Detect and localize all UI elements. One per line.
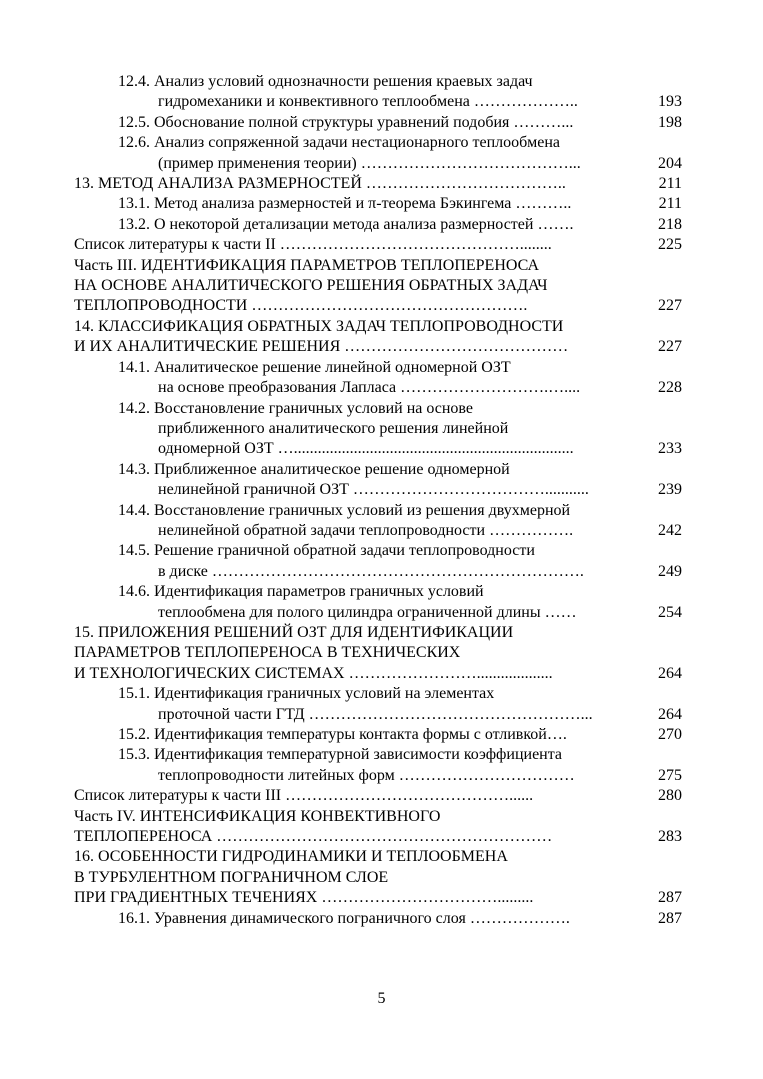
toc-entry bbox=[74, 256, 682, 317]
toc-entry-page: 227 bbox=[658, 338, 682, 356]
toc-entry-line: 14.3. Приближенное аналитическое решение одномерной bbox=[118, 460, 510, 478]
toc-entry-title bbox=[74, 684, 640, 725]
toc-entry-title bbox=[74, 847, 640, 908]
toc-entry-title bbox=[74, 541, 640, 582]
toc-entry-page: 225 bbox=[658, 236, 682, 254]
toc-entry-page: 239 bbox=[658, 481, 682, 499]
toc-entry-line: 13.2. О некоторой детализации метода анализа размерностей ……. bbox=[118, 215, 574, 233]
toc-entry-page: 233 bbox=[658, 440, 682, 458]
toc-entry-title bbox=[74, 623, 640, 684]
toc-entry bbox=[74, 501, 682, 542]
toc-entry bbox=[74, 399, 682, 460]
toc-entry-line: Список литературы к части III ……………………………………...... bbox=[74, 787, 534, 805]
toc-entry-title bbox=[74, 807, 640, 848]
toc-entry bbox=[74, 745, 682, 786]
toc-entry bbox=[74, 113, 682, 133]
toc-entry-page: 275 bbox=[658, 766, 682, 784]
toc-entry bbox=[74, 72, 682, 113]
toc-entry-page: 280 bbox=[658, 787, 682, 805]
toc-entry bbox=[74, 786, 682, 806]
toc-entry-line: ПРИ ГРАДИЕНТНЫХ ТЕЧЕНИЯХ ……………………………......... bbox=[74, 889, 534, 907]
toc-entry-line: гидромеханики и конвективного теплообмена ……………….. bbox=[158, 93, 578, 111]
toc-entry-page: 287 bbox=[658, 909, 682, 927]
toc-entry-line: 12.4. Анализ условий однозначности решения краевых задач bbox=[118, 73, 533, 90]
toc-entry-line: Список литературы к части II ………………………………………........ bbox=[74, 236, 552, 254]
toc-entry-line: 15.2. Идентификация температуры контакта формы с отливкой…. bbox=[118, 726, 567, 743]
toc-entry-page: 242 bbox=[658, 521, 682, 539]
toc-entry-line: ПАРАМЕТРОВ ТЕПЛОПЕРЕНОСА В ТЕХНИЧЕСКИХ bbox=[74, 644, 461, 662]
toc-entry-line: 15.3. Идентификация температурной зависимости коэффициента bbox=[118, 746, 563, 764]
toc-entry-page: 254 bbox=[658, 603, 682, 621]
toc-entry-page: 287 bbox=[658, 889, 682, 907]
toc-entry-line: нелинейной граничной ОЗТ ………………………………........... bbox=[158, 481, 589, 499]
toc-entry bbox=[74, 174, 682, 194]
toc-entry-page: 204 bbox=[658, 154, 682, 172]
toc-entry-title bbox=[74, 72, 640, 113]
toc-entry-line: ТЕПЛОПРОВОДНОСТИ ……………………………………………. bbox=[74, 297, 528, 315]
toc-entry-line: 14.6. Идентификация параметров граничных условий bbox=[118, 583, 484, 601]
toc-entry-line: 12.5. Обоснование полной структуры уравнений подобия ………... bbox=[118, 113, 574, 131]
toc-entry-line: 15.1. Идентификация граничных условий на элементах bbox=[118, 685, 495, 703]
toc-entry-line: 14.2. Восстановление граничных условий на основе bbox=[118, 399, 473, 417]
toc-entry-line: на основе преобразования Лапласа ……………………….….... bbox=[158, 379, 581, 397]
toc-entry-line: теплопроводности литейных форм …………………………… bbox=[158, 766, 575, 784]
toc-entry bbox=[74, 194, 682, 214]
toc-entry-line: 15. ПРИЛОЖЕНИЯ РЕШЕНИЙ ОЗТ ДЛЯ ИДЕНТИФИКАЦИИ bbox=[74, 623, 514, 641]
toc-entry-title bbox=[74, 909, 640, 929]
toc-entry-line: 14. КЛАССИФИКАЦИЯ ОБРАТНЫХ ЗАДАЧ ТЕПЛОПРОВОДНОСТИ bbox=[74, 317, 564, 335]
toc-entry-page: 193 bbox=[658, 93, 682, 111]
toc-entry bbox=[74, 235, 682, 255]
toc-entry-line: одномерной ОЗТ …...................................................................... bbox=[158, 440, 574, 458]
toc-entry-page: 211 bbox=[658, 175, 682, 193]
toc-entry-page: 198 bbox=[658, 113, 682, 131]
toc-entry-title bbox=[74, 501, 640, 542]
toc-entry-line: 13. МЕТОД АНАЛИЗА РАЗМЕРНОСТЕЙ ……………………………….. bbox=[74, 175, 566, 193]
toc-entry-line: нелинейной обратной задачи теплопроводности ……………. bbox=[158, 521, 574, 539]
toc-entry bbox=[74, 133, 682, 174]
toc-entry-line: НА ОСНОВЕ АНАЛИТИЧЕСКОГО РЕШЕНИЯ ОБРАТНЫХ ЗАДАЧ bbox=[74, 277, 548, 295]
toc-entry-line: приближенного аналитического решения линейной bbox=[158, 419, 509, 437]
toc-entry-page: 264 bbox=[658, 705, 682, 723]
toc-entry-page: 270 bbox=[658, 726, 682, 743]
toc-entry-line: (пример применения теории) …………………………………... bbox=[158, 154, 581, 172]
toc-entry-title bbox=[74, 133, 640, 174]
toc-entry-page: 227 bbox=[658, 297, 682, 315]
toc-entry-title bbox=[74, 582, 640, 623]
toc-entry-page: 211 bbox=[658, 195, 682, 213]
toc-entry-page: 264 bbox=[658, 664, 682, 682]
toc-entry bbox=[74, 623, 682, 684]
toc-entry-line: 14.1. Аналитическое решение линейной одномерной ОЗТ bbox=[118, 358, 511, 376]
toc-entry bbox=[74, 317, 682, 358]
toc-entry-title bbox=[74, 174, 640, 194]
toc-entry-title bbox=[74, 460, 640, 501]
toc-entry bbox=[74, 847, 682, 908]
toc-entry-line: И ИХ АНАЛИТИЧЕСКИЕ РЕШЕНИЯ …………………………………… bbox=[74, 338, 569, 356]
toc-entry bbox=[74, 541, 682, 582]
toc-entry-title bbox=[74, 399, 640, 460]
toc-entry-line: 13.1. Метод анализа размерностей и π-теорема Бэкингема ……….. bbox=[118, 195, 572, 213]
toc-entry bbox=[74, 725, 682, 745]
toc-entry-line: теплообмена для полого цилиндра ограниченной длины …… bbox=[158, 603, 577, 621]
toc-entry bbox=[74, 215, 682, 235]
toc-entry-title bbox=[74, 725, 640, 745]
toc-entry bbox=[74, 807, 682, 848]
toc-entry-title bbox=[74, 256, 640, 317]
toc-entry-line: Часть IV. ИНТЕНСИФИКАЦИЯ КОНВЕКТИВНОГО bbox=[74, 807, 441, 825]
toc-entry bbox=[74, 358, 682, 399]
toc-entry-line: И ТЕХНОЛОГИЧЕСКИХ СИСТЕМАХ ……………………................... bbox=[74, 664, 553, 682]
table-of-contents bbox=[74, 72, 682, 929]
toc-entry bbox=[74, 460, 682, 501]
toc-entry-line: 16. ОСОБЕННОСТИ ГИДРОДИНАМИКИ И ТЕПЛООБМЕНА bbox=[74, 848, 508, 866]
toc-entry-page: 218 bbox=[658, 215, 682, 233]
toc-entry-line: ТЕПЛОПЕРЕНОСА ……………………………………………………… bbox=[74, 828, 553, 846]
page-number: 5 bbox=[377, 990, 386, 1007]
toc-entry-title bbox=[74, 786, 640, 806]
toc-entry-title bbox=[74, 194, 640, 214]
toc-entry-line: проточной части ГТД ……………………………………………... bbox=[158, 705, 593, 723]
toc-entry-title bbox=[74, 317, 640, 358]
toc-entry-line: в диске ……………………………………………………………. bbox=[158, 562, 584, 580]
toc-entry-line: 14.4. Восстановление граничных условий из решения двухмерной bbox=[118, 501, 571, 519]
toc-entry-line: В ТУРБУЛЕНТНОМ ПОГРАНИЧНОМ СЛОЕ bbox=[74, 868, 389, 886]
toc-entry-line: 12.6. Анализ сопряженной задачи нестационарного теплообмена bbox=[118, 134, 560, 152]
toc-entry bbox=[74, 909, 682, 929]
toc-entry-line: 14.5. Решение граничной обратной задачи теплопроводности bbox=[118, 542, 535, 560]
toc-entry-page: 283 bbox=[658, 828, 682, 846]
toc-entry-title bbox=[74, 215, 640, 235]
toc-entry-page: 249 bbox=[658, 562, 682, 580]
toc-entry-line: 16.1. Уравнения динамического пограничного слоя ………………. bbox=[118, 909, 570, 927]
toc-entry bbox=[74, 684, 682, 725]
toc-entry bbox=[74, 582, 682, 623]
toc-entry-title bbox=[74, 358, 640, 399]
toc-entry-title bbox=[74, 235, 640, 255]
toc-entry-page: 228 bbox=[658, 379, 682, 397]
toc-entry-line: Часть III. ИДЕНТИФИКАЦИЯ ПАРАМЕТРОВ ТЕПЛОПЕРЕНОСА bbox=[74, 256, 540, 274]
toc-entry-title bbox=[74, 113, 640, 133]
toc-entry-title bbox=[74, 745, 640, 786]
